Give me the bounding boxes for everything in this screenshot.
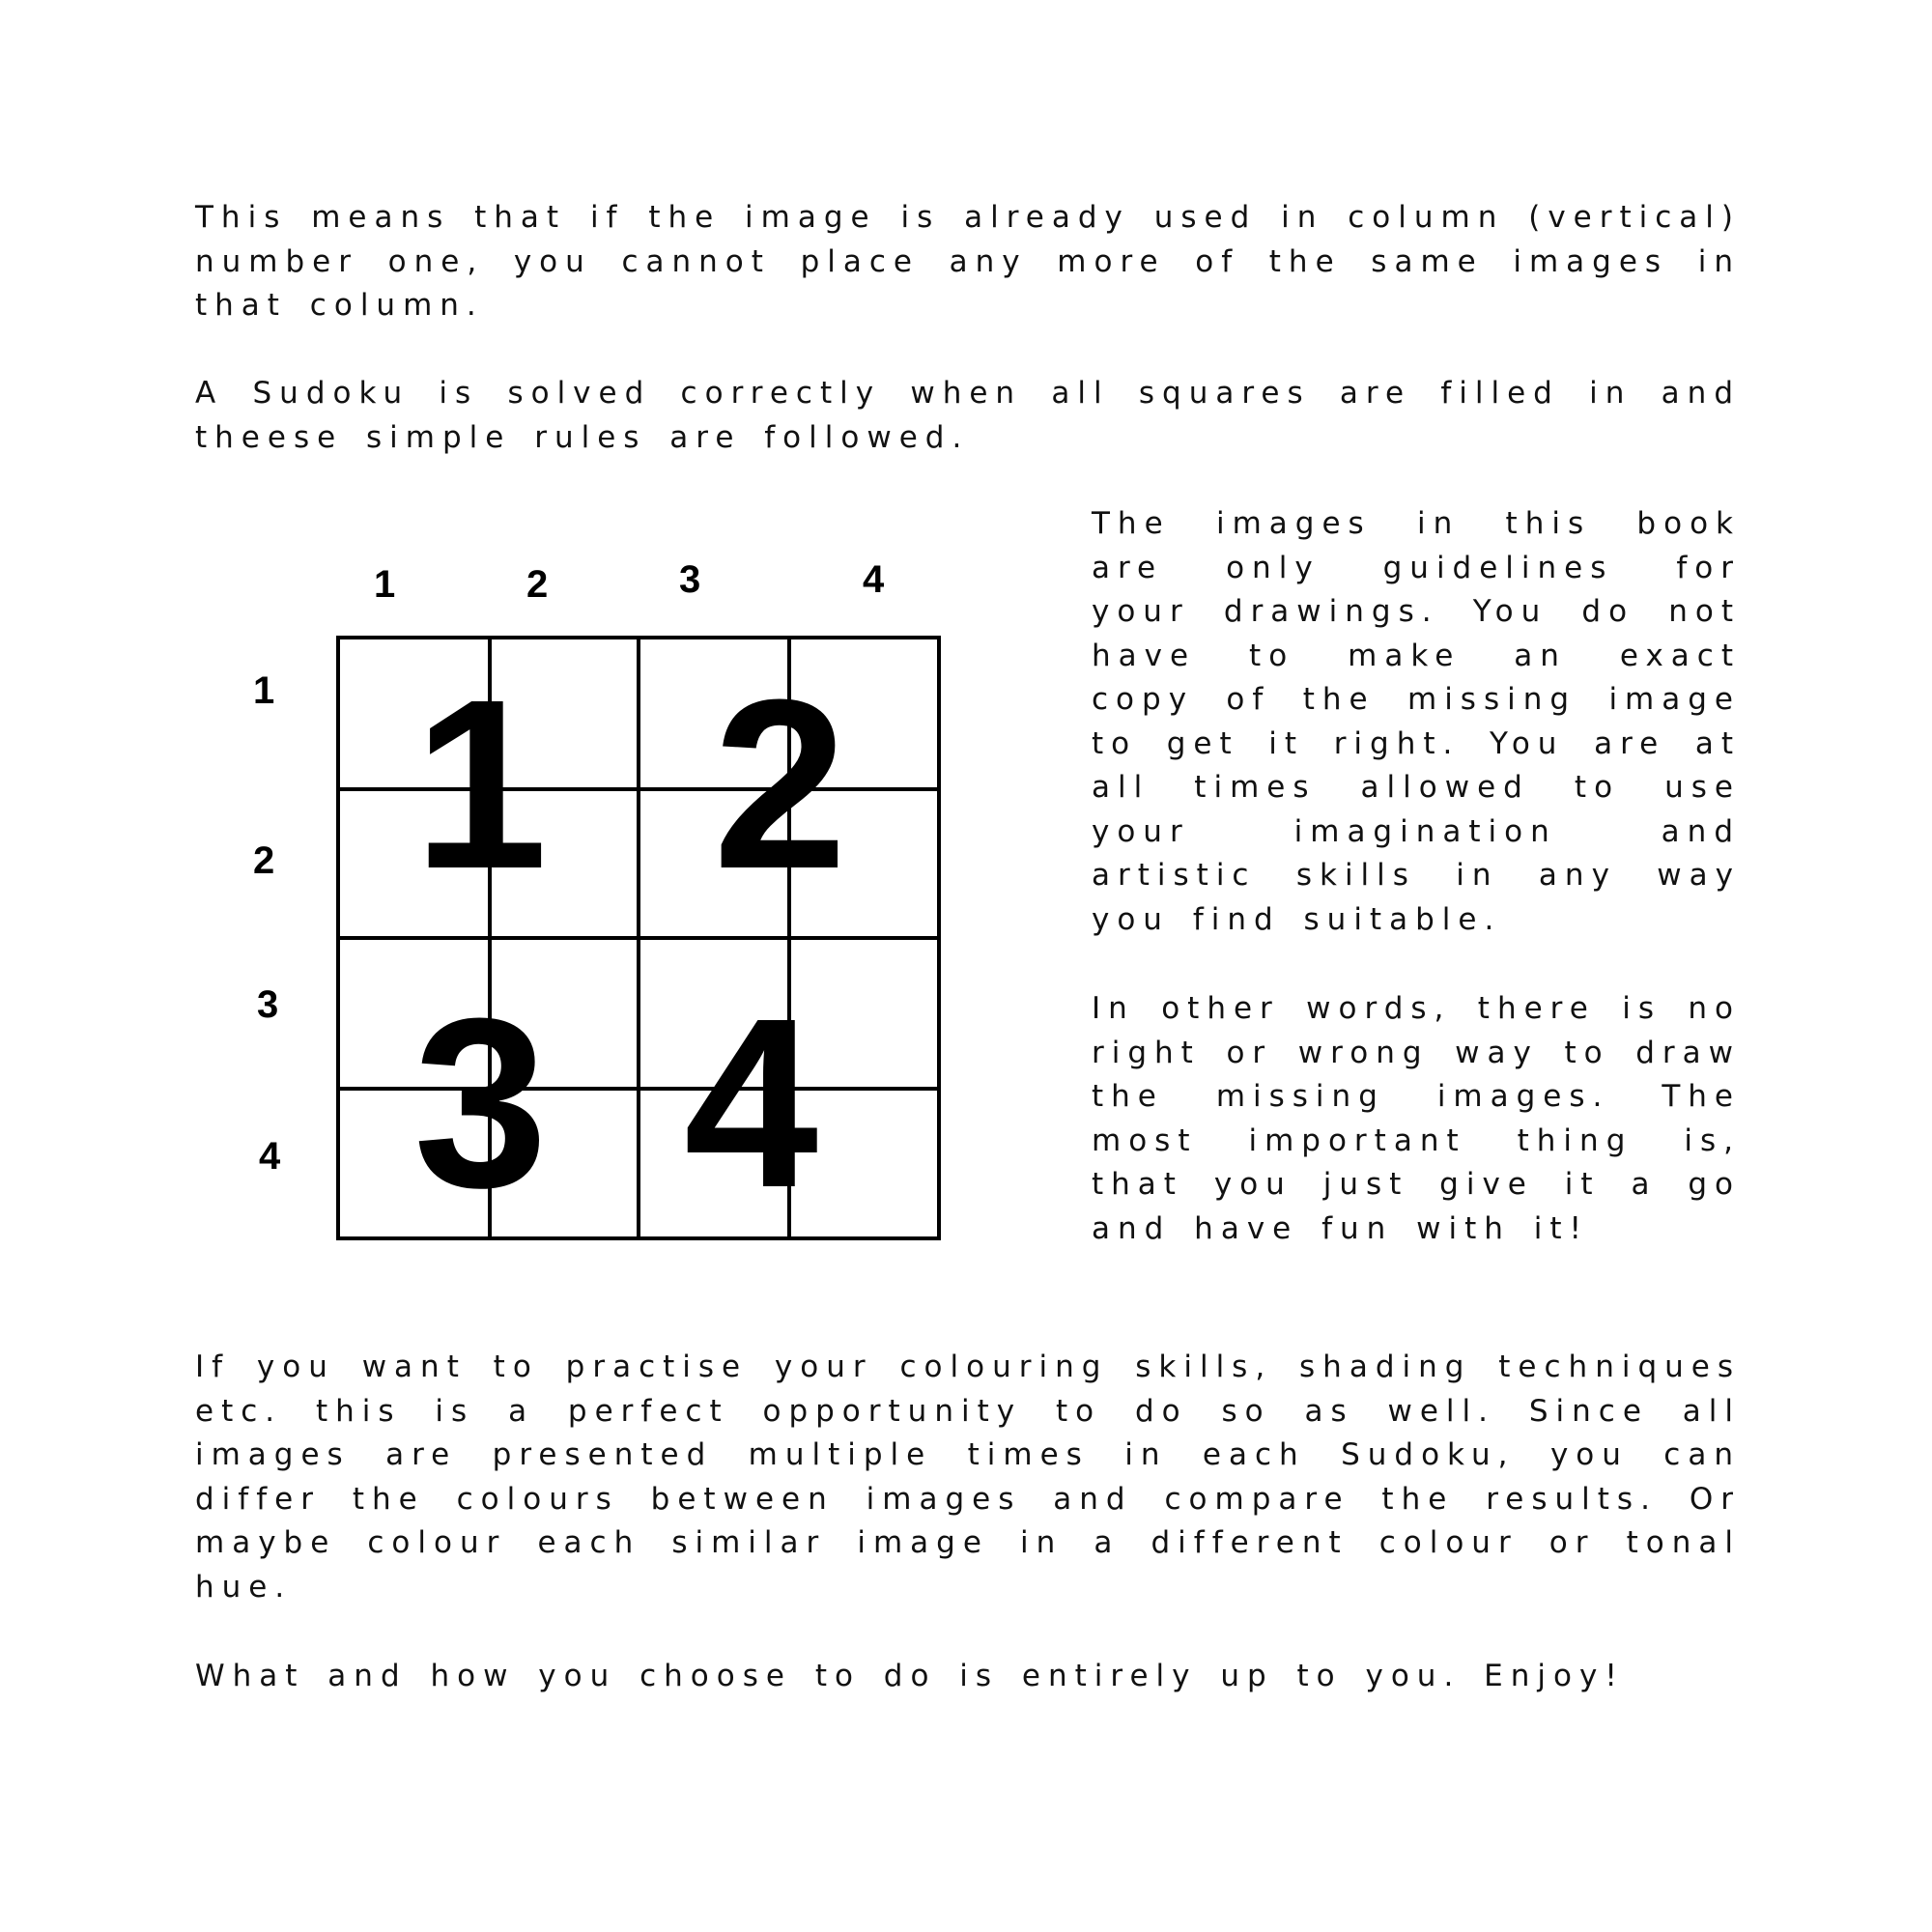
paragraph-solved-rule: A Sudoku is solved correctly when all squares are filled in and theese simple rules are followed.	[195, 376, 1741, 455]
paragraph-closing: What and how you choose to do is entirely up to you. Enjoy!	[195, 1659, 1625, 1693]
paragraph-guidelines: The images in this book are only guidelines for your drawings. You do not have to make an exact copy of the missing image to get it right. You are at all times allowed to use your imagination and artistic skills in any way you find suitable.	[1092, 506, 1741, 937]
block-number-2: 2	[713, 649, 848, 919]
column-label-4: 4	[863, 558, 885, 601]
block-number-3: 3	[413, 968, 549, 1237]
column-label-1: 1	[374, 563, 396, 606]
paragraph-column-rule: This means that if the image is already used in column (vertical) number one, you cannot place any more of the same images in that column.	[195, 200, 1741, 323]
column-label-2: 2	[526, 563, 549, 606]
paragraph-colouring: If you want to practise your colouring skills, shading techniques etc. this is a perfect opportunity to do so as well. Since all images are presented multiple times in each Sudoku, you can differ the colours between images and compare the results. Or maybe colour each similar image in a different colour or tonal hue.	[195, 1350, 1741, 1605]
row-label-2: 2	[253, 839, 275, 882]
row-label-3: 3	[257, 983, 279, 1026]
column-label-3: 3	[679, 558, 701, 601]
row-label-4: 4	[259, 1135, 281, 1178]
paragraph-no-wrong-way: In other words, there is no right or wrong way to draw the missing images. The most important thing is, that you just give it a go and have fun with it!	[1092, 991, 1741, 1246]
block-number-1: 1	[413, 649, 549, 919]
block-number-4: 4	[684, 968, 819, 1237]
row-label-1: 1	[253, 669, 275, 712]
grid-line	[340, 936, 937, 940]
sudoku-example-diagram	[222, 536, 976, 1270]
